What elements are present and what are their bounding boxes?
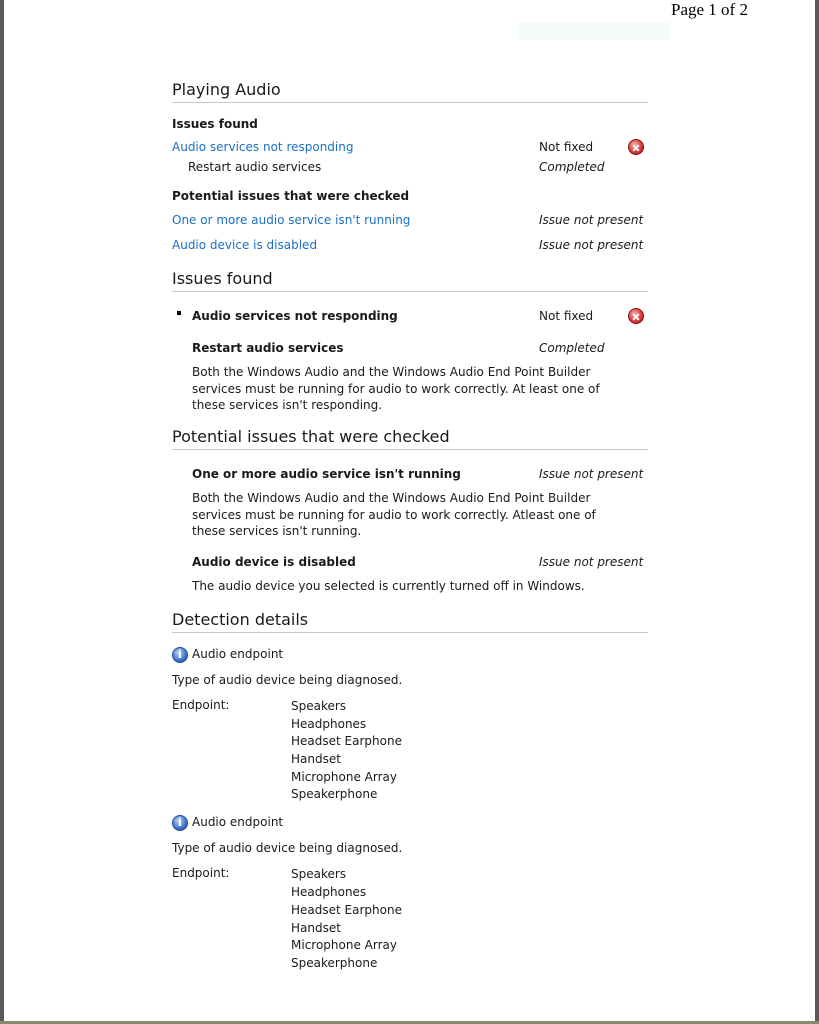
section-title-potential-issues: Potential issues that were checked [172,427,450,446]
issue-detail-name: Audio services not responding [192,309,398,323]
checked-detail-description: The audio device you selected is currently turned off in Windows. [192,579,585,593]
window-frame-left [0,0,4,1024]
checked-detail-status: Issue not present [539,467,644,481]
section-title-detection-details: Detection details [172,610,309,629]
endpoint-value: Microphone Array [291,938,397,952]
issue-description: Both the Windows Audio and the Windows Audio End Point Builder services must be running for audio to work correctly. At least one of these services isn't responding. [192,365,600,412]
issues-found-label: Issues found [172,117,258,131]
endpoint-value: Handset [291,752,341,766]
endpoint-label: Endpoint: [172,698,230,712]
page-number: Page 1 of 2 [671,0,748,19]
section-divider [172,449,648,450]
error-x-icon [628,308,644,324]
issue-detail-status: Not fixed [539,309,594,323]
section-title-issues-found: Issues found [172,269,273,288]
detection-description: Type of audio device being diagnosed. [172,673,403,687]
info-icon: i [172,815,188,831]
endpoint-value: Microphone Array [291,770,397,784]
fix-status: Completed [539,160,605,174]
checked-detail-name: One or more audio service isn't running [192,467,461,481]
checked-detail-status: Issue not present [539,555,644,569]
checked-link-device-disabled[interactable]: Audio device is disabled [172,238,318,252]
fix-detail-name: Restart audio services [192,341,344,355]
checked-label: Potential issues that were checked [172,189,410,203]
checked-status: Issue not present [539,238,644,252]
checked-link-service-not-running[interactable]: One or more audio service isn't running [172,213,411,227]
endpoint-value: Speakers [291,699,347,713]
window-frame-right [815,0,819,1024]
bullet [177,311,181,315]
section-divider [172,102,648,103]
error-x-icon [628,139,644,155]
checked-status: Issue not present [539,213,644,227]
detection-heading: Audio endpoint [192,815,284,829]
detection-description: Type of audio device being diagnosed. [172,841,403,855]
info-icon: i [172,647,188,663]
fix-detail-status: Completed [539,341,605,355]
endpoint-value: Headset Earphone [291,903,402,917]
endpoint-value: Headphones [291,885,367,899]
endpoint-value: Handset [291,921,341,935]
endpoint-value: Speakerphone [291,787,378,801]
section-divider [172,291,648,292]
faint-header-band [517,22,669,40]
issue-status: Not fixed [539,140,594,154]
section-title-playing-audio: Playing Audio [172,80,281,99]
section-divider [172,632,648,633]
fix-name: Restart audio services [188,160,322,174]
issue-link-audio-services[interactable]: Audio services not responding [172,140,354,154]
endpoint-value: Headset Earphone [291,734,402,748]
endpoint-value: Headphones [291,717,367,731]
endpoint-value: Speakerphone [291,956,378,970]
endpoint-value: Speakers [291,867,347,881]
checked-detail-description: Both the Windows Audio and the Windows Audio End Point Builder services must be running for audio to work correctly. Atleast one of these services isn't running. [192,491,596,538]
checked-detail-name: Audio device is disabled [192,555,356,569]
detection-heading: Audio endpoint [192,647,284,661]
endpoint-label: Endpoint: [172,866,230,880]
